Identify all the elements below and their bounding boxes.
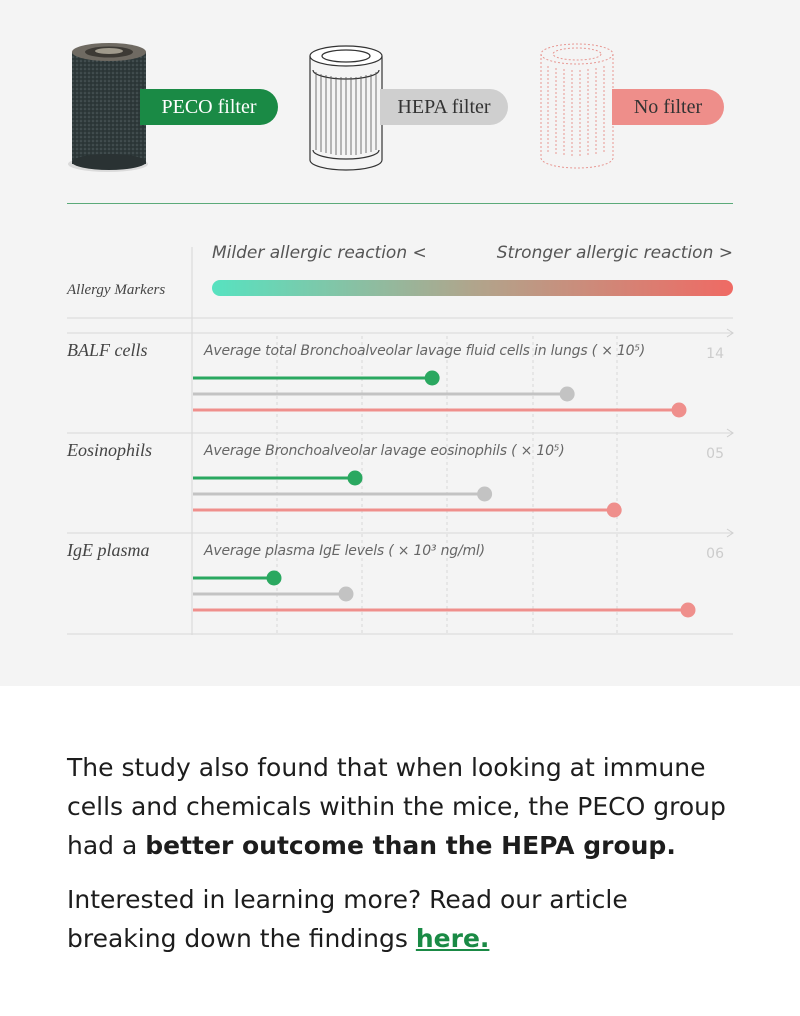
stronger-reaction-label: Stronger allergic reaction > <box>496 243 733 263</box>
summary-text: The study also found that when looking at immune cells and chemicals within the mice, the PECO group had a <box>67 753 726 860</box>
caption-eosinophils: Average Bronchoalveolar lavage eosinophils ( × 10⁵) <box>204 443 565 459</box>
bar-end-dot <box>607 503 622 518</box>
row-label-ige: IgE plasma <box>67 540 150 560</box>
allergy-markers-header: Allergy Markers <box>67 282 166 298</box>
max-label-balf: 14 <box>706 346 724 362</box>
article-link[interactable]: here. <box>415 924 490 953</box>
caption-balf: Average total Bronchoalveolar lavage fluid cells in lungs ( × 10⁵) <box>204 343 646 359</box>
bar-end-dot <box>477 487 492 502</box>
max-label-ige: 06 <box>706 546 724 562</box>
caption-ige: Average plasma IgE levels ( × 10³ ng/ml) <box>204 543 485 559</box>
row-label-eosinophils: Eosinophils <box>67 440 153 460</box>
peco-filter-label: PECO filter <box>140 89 278 125</box>
hepa-filter-label: HEPA filter <box>380 89 508 125</box>
max-label-eosinophils: 05 <box>706 446 724 462</box>
bar-end-dot <box>681 603 696 618</box>
no-filter-label: No filter <box>612 89 724 125</box>
row-label-balf: BALF cells <box>67 340 148 360</box>
bar-end-dot <box>560 387 575 402</box>
bar-end-dot <box>425 371 440 386</box>
bar-end-dot <box>672 403 687 418</box>
milder-reaction-label: Milder allergic reaction < <box>212 243 427 263</box>
learn-more-paragraph <box>67 880 737 958</box>
summary-highlight: better outcome than the HEPA group. <box>145 831 676 860</box>
study-summary-paragraph <box>67 748 737 865</box>
bar-end-dot <box>339 587 354 602</box>
learn-more-text: Interested in learning more? Read our article breaking down the findings <box>67 885 628 953</box>
bar-end-dot <box>267 571 282 586</box>
bar-end-dot <box>348 471 363 486</box>
